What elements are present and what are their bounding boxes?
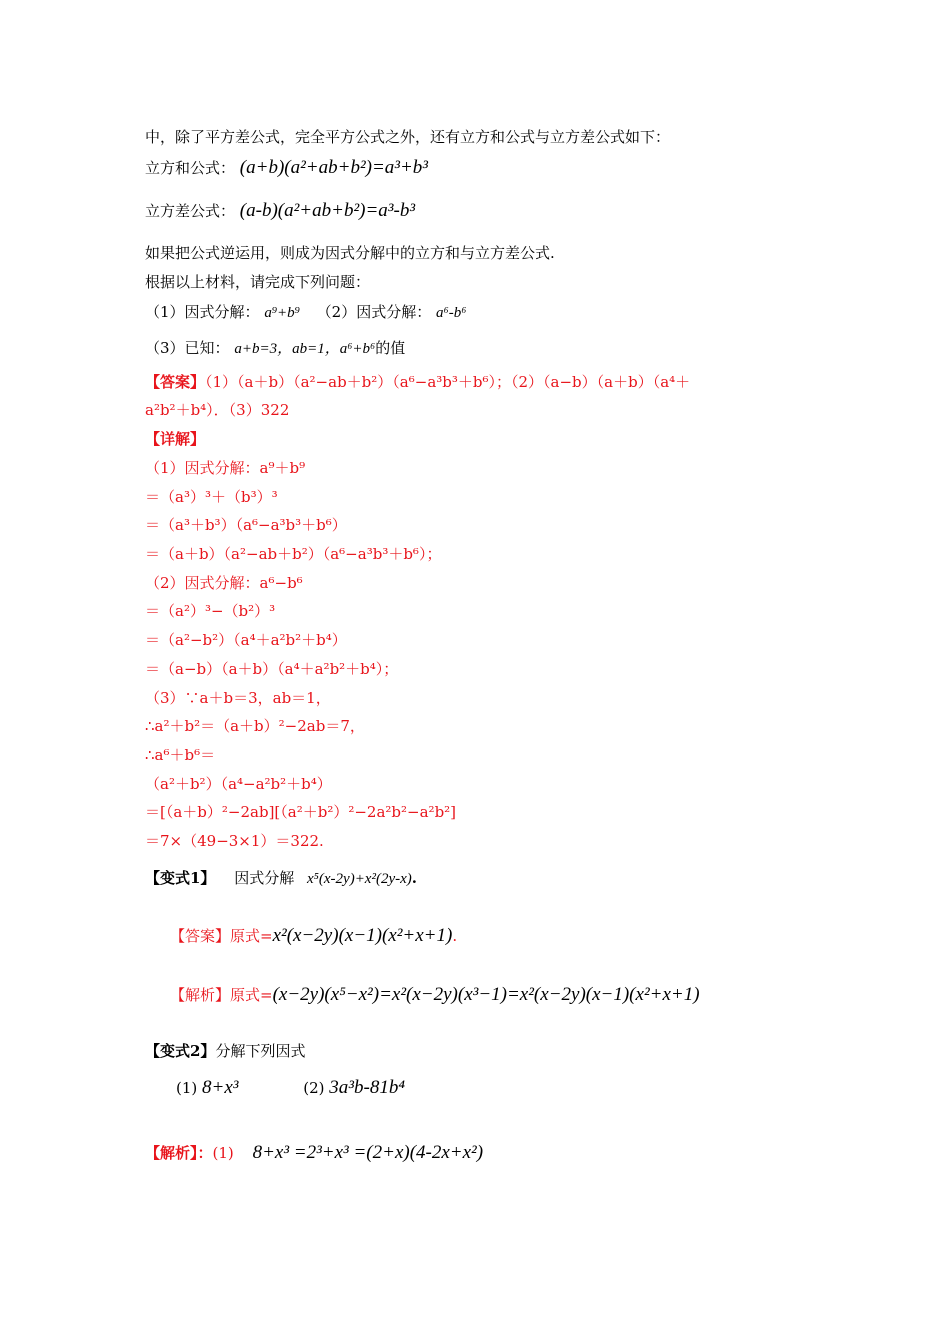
v2-analysis-number: (1) bbox=[212, 1144, 234, 1162]
cube-sum-formula: (a+b)(a²+ab+b²)=a³+b³ bbox=[239, 157, 428, 178]
v2-part-1-expr: 8+x³ bbox=[202, 1077, 239, 1098]
v2-part-2-expr: 3a³b-81b⁴ bbox=[329, 1077, 405, 1098]
detail-line: ＝7×（49−3×1）＝322. bbox=[145, 832, 324, 850]
q2-expr: a⁶-b⁶ bbox=[436, 305, 467, 321]
cube-diff-formula: (a-b)(a²+ab+b²)=a³-b³ bbox=[239, 200, 416, 221]
v1-answer-expr: x²(x−2y)(x−1)(x²+x+1) bbox=[272, 925, 453, 946]
answer-line-2: a²b²＋b⁴）．（3）322 bbox=[145, 401, 290, 419]
variant-2-analysis-line bbox=[145, 1143, 483, 1163]
cube-sum-label: 立方和公式： bbox=[145, 159, 236, 177]
variant-1-analysis-line bbox=[170, 985, 700, 1005]
detail-line: （1）因式分解：a⁹＋b⁹ bbox=[145, 459, 306, 477]
detail-line: ∴a⁶＋b⁶＝ bbox=[145, 746, 216, 764]
intro-text: 中，除了平方差公式，完全平方公式之外，还有立方和公式与立方差公式如下： bbox=[145, 128, 671, 146]
q1-expr: a⁹+b⁹ bbox=[264, 305, 300, 321]
reverse-note: 如果把公式逆运用，则成为因式分解中的立方和与立方差公式. bbox=[145, 244, 555, 262]
answer-text-1: （1）（a＋b）（a²−ab＋b²）（a⁶−a³b³＋b⁶）；（2）（a−b）（a＋b）（a⁴＋ bbox=[205, 373, 691, 391]
detail-line: ＝[（a＋b）²−2ab][（a²＋b²）²−2a²b²−a²b²] bbox=[145, 803, 457, 821]
detail-line: ＝（a³＋b³）（a⁶−a³b³＋b⁶） bbox=[145, 516, 347, 534]
v1-analysis-prefix: 原式= bbox=[230, 986, 273, 1004]
answer-tag: 【答案】 bbox=[145, 373, 206, 391]
variant-2-tag: 【变式2】 bbox=[145, 1042, 216, 1060]
cube-diff-label: 立方差公式： bbox=[145, 202, 236, 220]
v1-answer-tag: 【答案】 bbox=[170, 927, 231, 945]
detail-line: ∴a²＋b²＝（a＋b）²−2ab＝7， bbox=[145, 717, 365, 735]
task-intro: 根据以上材料，请完成下列问题： bbox=[145, 273, 371, 291]
detail-line: ＝（a＋b）（a²−ab＋b²）（a⁶−a³b³＋b⁶）； bbox=[145, 545, 442, 563]
v2-part-1-label: (1) bbox=[176, 1079, 198, 1097]
v1-analysis-tag: 【解析】 bbox=[170, 986, 231, 1004]
variant-1-end: . bbox=[411, 869, 418, 887]
detail-tag: 【详解】 bbox=[145, 430, 206, 448]
v1-answer-prefix: 原式= bbox=[230, 927, 273, 945]
variant-2-parts bbox=[176, 1078, 405, 1098]
question-3 bbox=[145, 338, 405, 359]
q3-expr: a+b=3，ab=1，a⁶+b⁶ bbox=[234, 341, 376, 357]
cube-sum-line bbox=[145, 158, 428, 178]
v2-part-2-label: (2) bbox=[303, 1079, 325, 1097]
q1-label: （1）因式分解： bbox=[145, 303, 260, 321]
variant-1-line bbox=[145, 868, 417, 889]
detail-line: ＝（a³）³＋（b³）³ bbox=[145, 488, 278, 506]
detail-line: ＝（a−b）（a＋b）（a⁴＋a²b²＋b⁴）； bbox=[145, 660, 399, 678]
v1-answer-end: . bbox=[452, 927, 458, 945]
detail-line: （a²＋b²）（a⁴−a²b²＋b⁴） bbox=[145, 775, 332, 793]
variant-1-tag: 【变式1】 bbox=[145, 869, 216, 887]
v1-analysis-expr: (x−2y)(x⁵−x²)=x²(x−2y)(x³−1)=x²(x−2y)(x−1)(x²+x+1) bbox=[272, 984, 700, 1005]
variant-1-expr: x⁵(x-2y)+x²(2y-x) bbox=[307, 871, 412, 887]
cube-diff-line bbox=[145, 201, 415, 221]
q2-label: （2）因式分解： bbox=[316, 303, 432, 321]
q3-tail: 的值 bbox=[375, 339, 406, 357]
variant-2-text: 分解下列因式 bbox=[215, 1042, 306, 1060]
v2-analysis-colon: ： bbox=[197, 1144, 213, 1162]
answer-line-1 bbox=[145, 372, 690, 392]
detail-line: （3）∵a＋b＝3，ab＝1， bbox=[145, 689, 331, 707]
v2-analysis-expr: 8+x³ =2³+x³ =(2+x)(4-2x+x²) bbox=[252, 1142, 484, 1163]
q3-label: （3）已知： bbox=[145, 339, 230, 357]
variant-1-text: 因式分解 bbox=[234, 869, 295, 887]
detail-line: ＝（a²）³−（b²）³ bbox=[145, 602, 276, 620]
detail-line: ＝（a²−b²）（a⁴＋a²b²＋b⁴） bbox=[145, 631, 347, 649]
variant-2-line bbox=[145, 1041, 305, 1061]
variant-1-answer-line bbox=[170, 926, 457, 946]
detail-line: （2）因式分解：a⁶−b⁶ bbox=[145, 574, 303, 592]
v2-analysis-tag: 【解析】 bbox=[145, 1144, 198, 1162]
question-1-2 bbox=[145, 302, 466, 323]
